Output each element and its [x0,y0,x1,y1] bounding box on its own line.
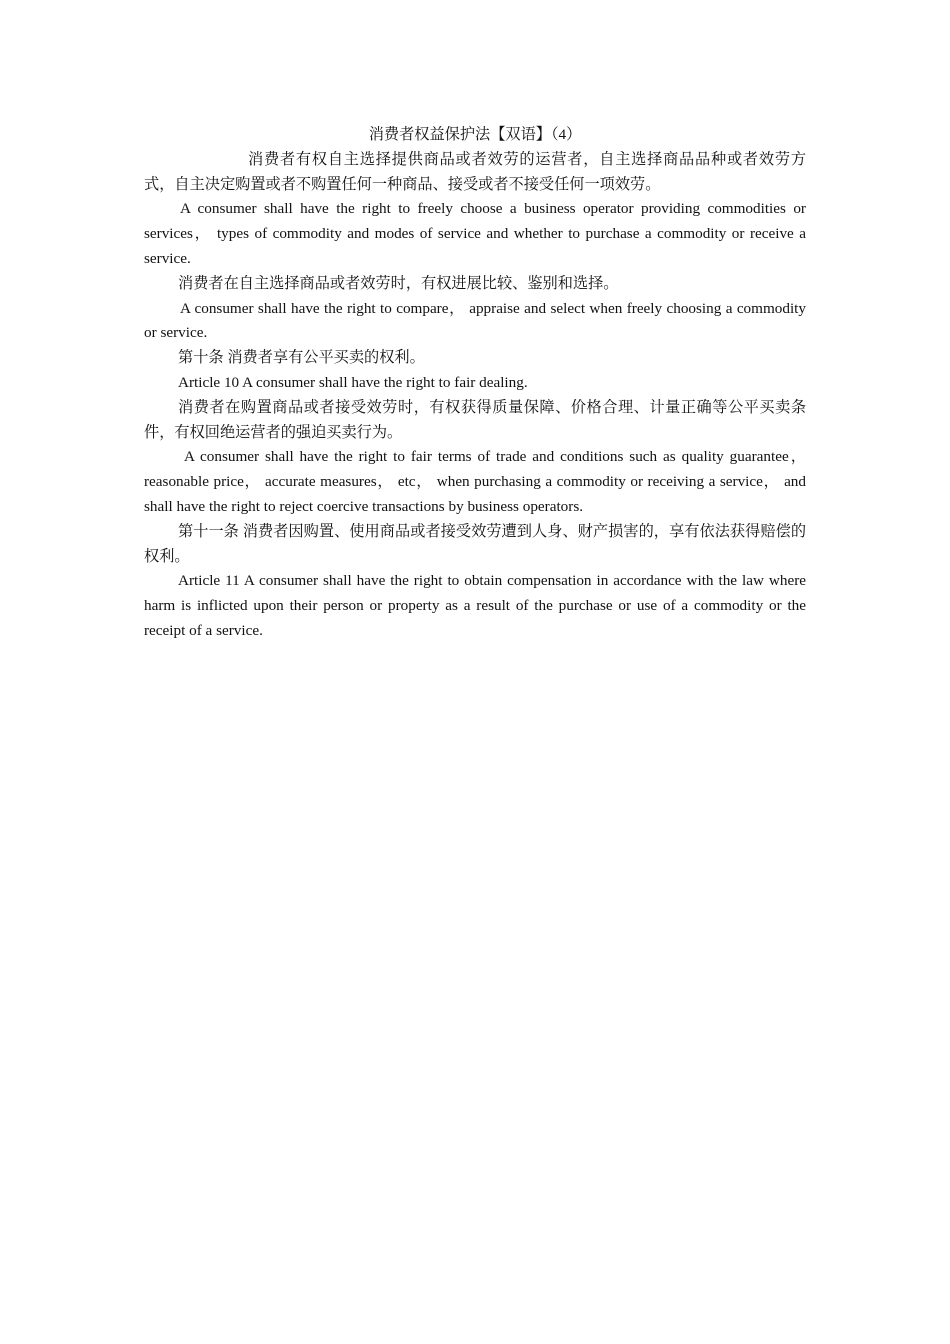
paragraph-cn-article-11: 第十一条 消费者因购置、使用商品或者接受效劳遭到人身、财产损害的，享有依法获得赔偿的权利。 [144,522,806,565]
paragraph-cn-compare: 消费者在自主选择商品或者效劳时，有权进展比较、鉴别和选择。 [178,274,619,292]
paragraph-cn-choice: 消费者有权自主选择提供商品或者效劳的运营者，自主选择商品品种或者效劳方式，自主决定购置或者不购置任何一种商品、接受或者不接受任何一项效劳。 [144,150,806,193]
document-title: 消费者权益保护法【双语】（4） [368,126,582,143]
paragraph-en-fair-trade: A consumer shall have the right to fair terms of trade and conditions such as quality guarantee， reasonable price， accurate measures， etc， when purchasing a commodity or receiving a service， and shall have the right to reject coercive transactions by business operators. [144,448,806,515]
paragraph-en-compare: A consumer shall have the right to compare， appraise and select when freely choosing a commodity or service. [144,299,806,342]
document-body [144,123,806,644]
paragraph-cn-article-10: 第十条 消费者享有公平买卖的权利。 [178,349,425,367]
paragraph-en-article-11: Article 11 A consumer shall have the right to obtain compensation in accordance with the law where harm is inflicted upon their person or property as a result of the purchase or use of a commodity or the receipt of a service. [144,572,806,639]
paragraph-en-article-10: Article 10 A consumer shall have the right to fair dealing. [178,373,528,391]
paragraph-cn-fair-trade: 消费者在购置商品或者接受效劳时，有权获得质量保障、价格合理、计量正确等公平买卖条件，有权回绝运营者的强迫买卖行为。 [144,398,806,441]
paragraph-en-choice: A consumer shall have the right to freely choose a business operator providing commodities or services， types of commodity and modes of service and whether to purchase a commodity or receive a service. [144,200,806,267]
